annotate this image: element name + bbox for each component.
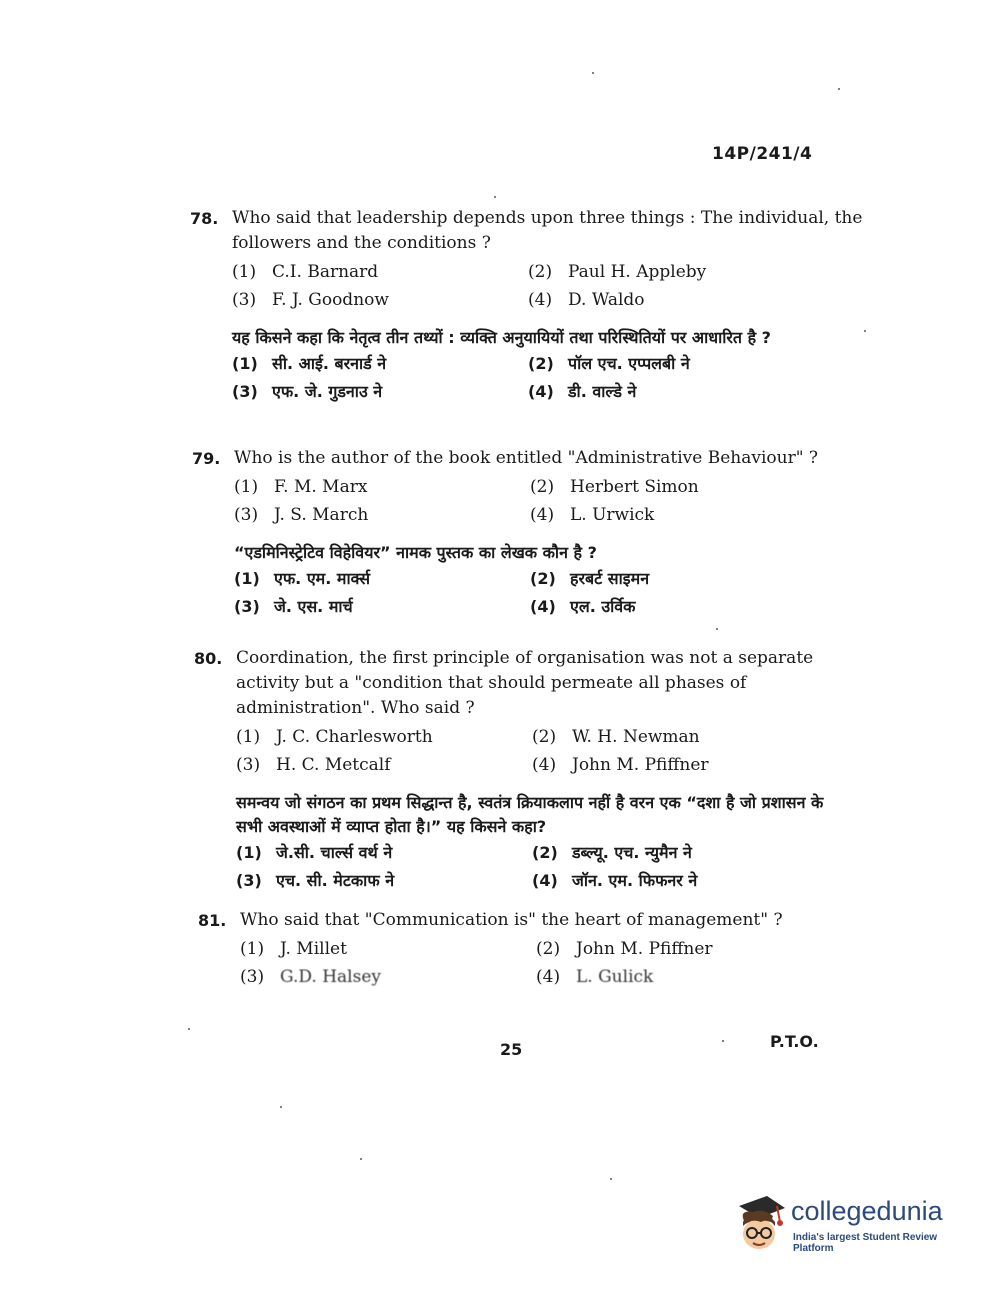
options-hindi — [234, 567, 874, 621]
options-hindi — [232, 352, 872, 406]
scan-speck — [610, 1178, 612, 1180]
option-4: (4) D. Waldo — [528, 290, 645, 310]
option-4: (4) L. Gulick — [536, 967, 654, 987]
question-text: Coordination, the first principle of organisation was not a separate activity but a "condition that should permeate all phases of administration". Who said ? — [236, 648, 814, 718]
hindi-option-1: (1) सी. आई. बरनार्ड ने — [232, 354, 387, 373]
question-80 — [194, 646, 824, 895]
scan-speck — [494, 196, 496, 198]
option-1: (1) C.I. Barnard — [232, 262, 379, 282]
hindi-option-1: (1) जे.सी. चार्ल्स वर्थ ने — [236, 843, 393, 862]
option-3: (3) F. J. Goodnow — [232, 290, 389, 310]
scan-speck — [864, 330, 866, 332]
scan-speck — [280, 1106, 282, 1108]
hindi-option-4: (4) डी. वाल्डे ने — [528, 382, 637, 401]
options-hindi — [236, 841, 824, 895]
hindi-option-3: (3) जे. एस. मार्च — [234, 597, 353, 616]
options-english — [240, 937, 840, 993]
paper-code: 14P/241/4 — [712, 144, 813, 164]
question-text: Who said that "Communication is" the heart of management" ? — [240, 910, 783, 930]
question-number: 79. — [192, 449, 221, 468]
brand-watermark — [733, 1192, 963, 1262]
hindi-option-2: (2) हरबर्ट साइमन — [530, 569, 650, 588]
option-2: (2) John M. Pfiffner — [536, 939, 713, 959]
hindi-option-1: (1) एफ. एम. मार्क्स — [234, 569, 371, 588]
page-number: 25 — [500, 1040, 523, 1059]
question-text: Who is the author of the book entitled "Administrative Behaviour" ? — [234, 448, 819, 468]
option-2: (2) Paul H. Appleby — [528, 262, 707, 282]
question-81 — [198, 908, 840, 993]
question-79 — [192, 446, 874, 621]
option-4: (4) L. Urwick — [530, 505, 655, 525]
hindi-option-2: (2) पॉल एच. एप्पलबी ने — [528, 354, 690, 373]
option-2: (2) Herbert Simon — [530, 477, 699, 497]
question-text: Who said that leadership depends upon three things : The individual, the followers and the conditions ? — [232, 208, 863, 253]
hindi-option-3: (3) एफ. जे. गुडनाउ ने — [232, 382, 383, 401]
option-1: (1) F. M. Marx — [234, 477, 368, 497]
options-english — [232, 260, 872, 316]
hindi-block — [234, 541, 874, 621]
hindi-question-text: समन्वय जो संगठन का प्रथम सिद्धान्त है, स्वतंत्र क्रियाकलाप नहीं है वरन एक “दशा है जो प्रशासन के सभी अवस्थाओं में व्याप्त होता है।” यह किसने कहा? — [236, 793, 824, 836]
brand-name: collegedunia — [791, 1196, 943, 1226]
question-number: 80. — [194, 649, 223, 668]
options-english — [234, 475, 874, 531]
option-1: (1) J. C. Charlesworth — [236, 727, 433, 747]
hindi-question-text: यह किसने कहा कि नेतृत्व तीन तथ्यों : व्यक्ति अनुयायियों तथा परिस्थितियों पर आधारित है ? — [232, 328, 771, 347]
scan-speck — [360, 1158, 362, 1160]
hindi-block — [232, 326, 872, 406]
hindi-option-3: (3) एच. सी. मेटकाफ ने — [236, 871, 395, 890]
option-1: (1) J. Millet — [240, 939, 347, 959]
question-number: 78. — [190, 209, 219, 228]
options-english — [236, 725, 824, 781]
hindi-block — [236, 791, 824, 895]
hindi-option-4: (4) एल. उर्विक — [530, 597, 636, 616]
scan-speck — [188, 1028, 190, 1030]
question-number: 81. — [198, 911, 227, 930]
pto-label: P.T.O. — [770, 1032, 819, 1051]
option-3: (3) J. S. March — [234, 505, 369, 525]
option-3: (3) H. C. Metcalf — [236, 755, 391, 775]
option-3: (3) G.D. Halsey — [240, 967, 381, 987]
option-4: (4) John M. Pfiffner — [532, 755, 709, 775]
question-78 — [190, 206, 872, 406]
hindi-option-2: (2) डब्ल्यू. एच. न्युमैन ने — [532, 843, 692, 862]
scan-speck — [592, 72, 594, 74]
brand-tagline: India's largest Student Review Platform — [793, 1232, 938, 1254]
scan-speck — [722, 1040, 724, 1042]
scan-speck — [716, 628, 718, 630]
mascot-icon — [733, 1192, 789, 1256]
hindi-option-4: (4) जॉन. एम. फिफनर ने — [532, 871, 698, 890]
option-2: (2) W. H. Newman — [532, 727, 700, 747]
scan-speck — [838, 88, 840, 90]
hindi-question-text: “एडमिनिस्ट्रेटिव विहेवियर” नामक पुस्तक का लेखक कौन है ? — [234, 543, 597, 562]
